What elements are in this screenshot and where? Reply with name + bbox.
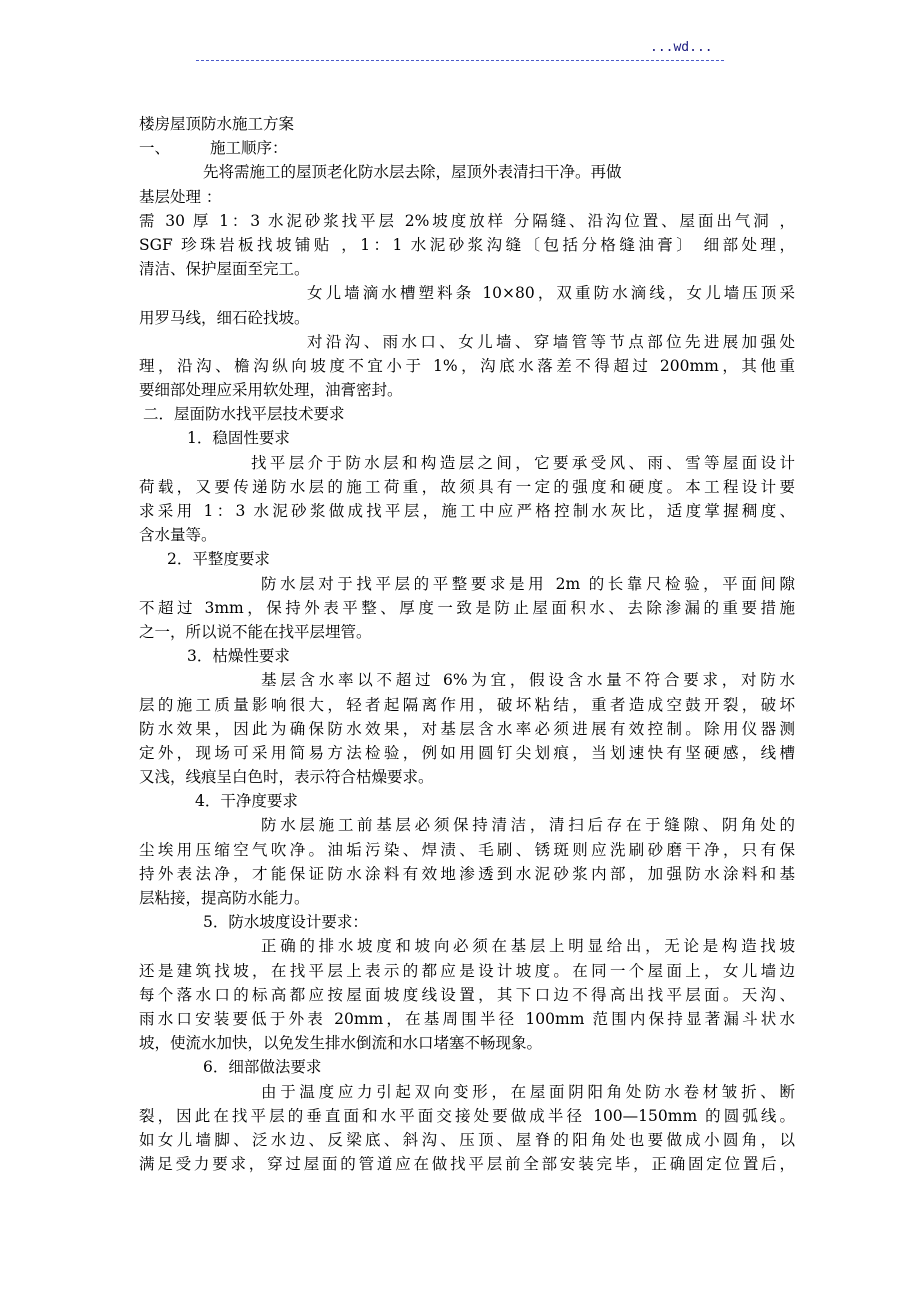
item-heading-5: 5．防水坡度设计要求： <box>203 913 368 932</box>
paragraph-line: 裂，因此在找平层的垂直面和水平面交接处要做成半径 100—150mm 的圆弧线。 <box>139 1106 795 1125</box>
paragraph-line: SGF 珍珠岩板找坡铺贴 ，1：1 水泥砂浆沟缝〔包括分格缝油膏〕 细部处理， <box>139 235 795 254</box>
paragraph-line: 持外表法净，才能保证防水涂料有效地渗透到水泥砂浆内部，加强防水涂料和基 <box>139 864 795 883</box>
paragraph-line: 基层处理 ： <box>139 187 222 206</box>
paragraph-line: 要细部处理应采用软处理，油膏密封。 <box>139 381 403 400</box>
section2-heading: 二．屋面防水找平层技术要求 <box>143 405 345 424</box>
paragraph-line: 定外，现场可采用简易方法检验，例如用圆钉尖划痕，当划速快有坚硬感，线槽 <box>139 743 795 762</box>
paragraph-line: 由于温度应力引起双向变形，在屋面阴阳角处防水卷材皱折、断 <box>261 1082 795 1101</box>
header-mark: ...wd... <box>650 40 713 55</box>
paragraph-line: 坡，使流水加快，以免发生排水倒流和水口堵塞不畅现象。 <box>139 1034 543 1053</box>
paragraph-line: 用罗马线，细石砼找坡。 <box>139 308 310 327</box>
paragraph-line: 尘埃用压缩空气吹净。油垢污染、焊渍、毛刷、锈斑则应洗刷砂磨干净，只有保 <box>139 840 795 859</box>
paragraph-line: 如女儿墙脚、泛水边、反梁底、斜沟、压顶、屋脊的阳角处也要做成小圆角，以 <box>139 1130 795 1149</box>
paragraph-line: 先将需施工的屋顶老化防水层去除，屋顶外表清扫干净。再做 <box>203 163 622 182</box>
paragraph-line: 防水效果，因此为确保防水效果，对基层含水率必须进展有效控制。除用仪器测 <box>139 719 795 738</box>
section1-heading-text: 施工顺序： <box>210 139 288 158</box>
paragraph-line: 防水层对于找平层的平整要求是用 2m 的长靠尺检验，平面间隙 <box>261 574 795 593</box>
paragraph-line: 又浅，线痕呈白色时，表示符合枯燥要求。 <box>139 768 434 787</box>
paragraph-line: 雨水口安装要低于外表 20mm，在基周围半径 100mm 范围内保持显著漏斗状水 <box>139 1009 795 1028</box>
item-heading-1: 1．稳固性要求 <box>187 429 290 448</box>
item-heading-6: 6．细部做法要求 <box>203 1058 322 1077</box>
item-heading-4: 4．干净度要求 <box>195 792 298 811</box>
paragraph-line: 层粘接，提高防水能力。 <box>139 889 310 907</box>
paragraph-line: 求采用 1：3 水泥砂浆做成找平层，施工中应严格控制水灰比，适度掌握稠度、 <box>139 502 795 520</box>
paragraph-line: 需 30 厚 1：3 水泥砂浆找平层 2%坡度放样 分隔缝、沿沟位置、屋面出气洞 ， <box>139 211 795 230</box>
paragraph-line: 理，沿沟、檐沟纵向坡度不宜小于 1%，沟底水落差不得超过 200mm，其他重 <box>139 356 795 375</box>
item-heading-3: 3．枯燥性要求 <box>187 647 290 666</box>
section1-heading <box>139 136 795 160</box>
header-rule <box>196 60 724 61</box>
paragraph-line: 满足受力要求，穿过屋面的管道应在做找平层前全部安装完毕，正确固定位置后， <box>139 1155 795 1174</box>
paragraph-line: 正确的排水坡度和坡向必须在基层上明显给出，无论是构造找坡 <box>261 937 795 956</box>
paragraph-line: 荷载，又要传递防水层的施工荷重，故须具有一定的强度和硬度。本工程设计要 <box>139 477 795 496</box>
paragraph-line: 含水量等。 <box>139 526 217 545</box>
paragraph-line: 女儿墙滴水槽塑料条 10×80，双重防水滴线，女儿墙压顶采 <box>307 284 795 303</box>
document-body <box>139 112 795 1176</box>
paragraph-line: 清洁、保护屋面至完工。 <box>139 260 310 279</box>
document-title: 楼房屋顶防水施工方案 <box>139 115 295 133</box>
paragraph-line: 基层含水率以不超过 6%为宜，假设含水量不符合要求，对防水 <box>261 671 795 690</box>
paragraph-line: 还是建筑找坡，在找平层上表示的都应是设计坡度。在同一个屋面上，女儿墙边 <box>139 961 795 980</box>
paragraph-line: 层的施工质量影响很大，轻者起隔离作用，破坏粘结，重者造成空鼓开裂，破坏 <box>139 695 795 714</box>
paragraph-line: 防水层施工前基层必须保持清洁，清扫后存在于缝隙、阴角处的 <box>261 816 795 835</box>
paragraph-line: 找平层介于防水层和构造层之间，它要承受风、雨、雪等屋面设计 <box>251 453 795 472</box>
paragraph-line: 对沿沟、雨水口、女儿墙、穿墙管等节点部位先进展加强处 <box>307 332 795 351</box>
section1-heading-number: 一、 <box>139 139 171 158</box>
item-heading-2: 2．平整度要求 <box>167 550 270 569</box>
paragraph-line: 不超过 3mm，保持外表平整、厚度一致是防止屋面积水、去除渗漏的重要措施 <box>139 598 795 617</box>
paragraph-line: 每个落水口的标高都应按屋面坡度线设置，其下口边不得高出找平层面。天沟、 <box>139 985 795 1004</box>
paragraph-line: 之一，所以说不能在找平层埋管。 <box>139 622 372 641</box>
